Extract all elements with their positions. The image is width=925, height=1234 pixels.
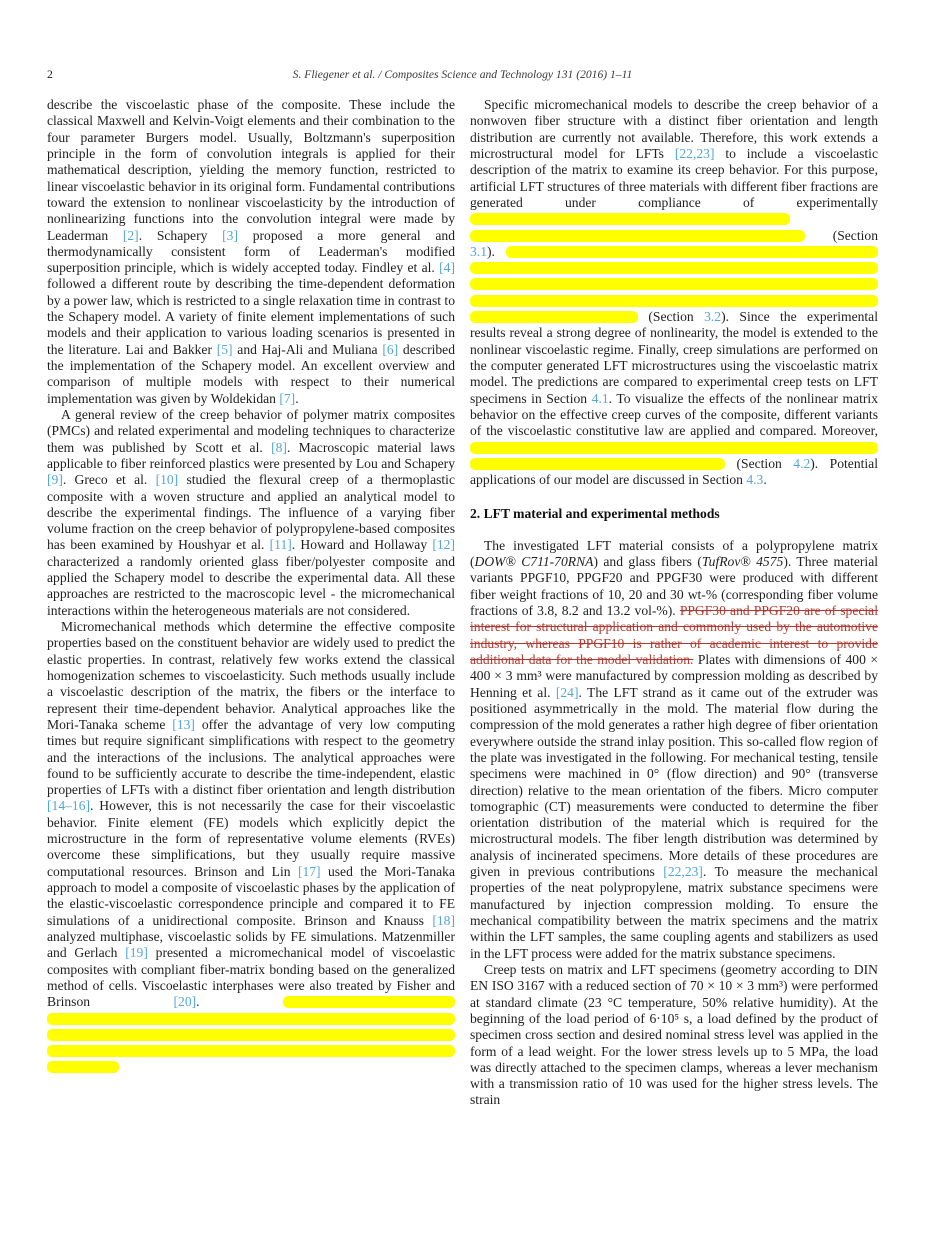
citation-link[interactable]: [5] <box>216 341 233 357</box>
body-text: . To measure the mechanical properties of the neat polypropylene, matrix substance specimens were manufactured by injection compression molding. To ensure the mechanical compatibility between the matrix specimens and the matrix within the LFT samples, the same coupling agents and stabilizers as used in the LFT process were added for the matrix substance specimens. <box>470 864 878 961</box>
body-text: . Macroscopic material laws applicable to fiber reinforced plastics were presented by Lou and Schapery <box>47 439 456 471</box>
strikethrough-deleted-text: PPGF30 and PPGF20 are of special interest for structural application and commonly used by the automotive industry, whereas PPGF10 is rather of academic interest to provide additional data for the model validation. <box>470 603 878 667</box>
body-text: . Greco et al. <box>62 472 156 488</box>
body-text: used the Mori-Tanaka approach to model a composite of viscoelastic phases by the application of the elastic-viscoelastic correspondence principle and compared it to FE simulations of a unidirectional composite. Brinson and Knauss <box>47 863 456 928</box>
body-text: presented a micromechanical model of viscoelastic composites with compliant fiber-matrix bonding based on the generalized method of cells. Viscoelastic interphases were also treated by Fisher and Brinson <box>47 945 455 1010</box>
body-text: ). Since the experimental results reveal a strong degree of nonlinearity, the model is extended to the nonlinear viscoelastic regime. Finally, creep simulations are performed on the computer generated LFT microstructures using the viscoelastic matrix model. The predictions are compared to experimental creep tests on LFT specimens in Section <box>470 309 878 406</box>
citation-link[interactable]: [11] <box>269 537 292 553</box>
body-text: . The LFT strand as it came out of the extruder was positioned asymmetrically in the mold. The material flow during the compression of the mold generates a rather high degree of fiber orientation everywhere outside the strand inlay position. This so-called flow region of the plate was investigated in the following. For mechanical testing, tensile specimens were machined in 0° (flow direction) and 90° (transverse direction) relative to the mean orientation of the fibers. Micro computer tomographic (CT) measurements were conducted to determine the fiber orientation distribution of the material which is required for the microstructural models. The fiber length distribution was determined by analysis of incinerated specimens. More details of these procedures are given in previous contributions <box>470 684 878 880</box>
citation-link[interactable]: [24] <box>555 684 579 700</box>
citation-link[interactable]: [22,23] <box>663 864 703 880</box>
highlight-redaction-bar <box>506 246 878 258</box>
highlight-redaction-bar <box>470 295 878 307</box>
highlight-redaction-bar <box>47 1013 455 1025</box>
body-text: to include a viscoelastic description of the matrix to examine its creep behavior. For this purpose, artificial LFT structures of three materials with different fiber fractions are generated under compliance of experimentally <box>470 145 878 210</box>
body-text: describe the viscoelastic phase of the composite. These include the classical Maxwell and Kelvin-Voigt elements and their combination to the four parameter Burgers model. Usually, Boltzmann's superposition principle in the form of convolution integrals is applied for their mathematical description, yielding the memory function, restricted to linear viscoelastic behavior in its original form. Fundamental contributions toward the extension to nonlinear viscoelasticity by the introduction of nonlinearizing functions into the convolution integral were made by Leaderman <box>47 97 455 243</box>
paragraph <box>47 619 455 1076</box>
highlight-redaction-bar <box>283 996 455 1008</box>
citation-link[interactable]: [2] <box>122 227 139 243</box>
citation-link[interactable]: 3.2 <box>704 309 722 325</box>
running-head: S. Fliegener et al. / Composites Science and Technology 131 (2016) 1–11 <box>292 68 633 81</box>
page-number: 2 <box>47 68 53 81</box>
two-column-body <box>47 97 878 1109</box>
body-text: offer the advantage of very low computing times but require significant simplifications with respect to the geometry and the interactions of the inclusions. The analytical approaches were found to be sufficiently accurate to describe the time-independent, elastic properties of LFTs with a distinct fiber orientation and length distribution <box>47 716 455 798</box>
body-text: studied the flexural creep of a thermoplastic composite with a woven structure and applied an analytical model to describe the experimental findings. The influence of a varying fiber volume fraction on the creep behavior of polypropylene-based composites has been examined by Houshyar et al. <box>47 472 455 553</box>
highlight-redaction-bar <box>470 278 878 290</box>
material-name-italic: TufRov® 4575 <box>701 554 784 570</box>
body-text: . <box>196 994 283 1010</box>
body-text: . However, this is not necessarily the case for their viscoelastic behavior. Finite element (FE) models which explicitly depict the microstructure in the form of representative volume elements (RVEs) overcome these simplifications, but they usually require massive computational resources. Brinson and Lin <box>47 798 455 879</box>
citation-link[interactable]: 4.1 <box>591 390 609 406</box>
highlight-redaction-bar <box>470 213 790 225</box>
body-text: followed a different route by describing the time-dependent deformation by a power law, which is restricted to a single relaxation time in contrast to the Schapery model. A variety of finite element implementations of such models and their application to various loading scenarios is presented in the literature. Lai and Bakker <box>47 276 455 357</box>
citation-link[interactable]: [3] <box>222 227 238 243</box>
citation-link[interactable]: [22,23] <box>674 145 715 161</box>
body-text: ). <box>487 243 506 259</box>
highlight-redaction-bar <box>470 442 878 454</box>
right-column <box>470 97 878 1109</box>
citation-link[interactable]: [19] <box>125 945 148 961</box>
paragraph <box>47 407 455 619</box>
highlight-redaction-bar <box>470 311 638 323</box>
citation-link[interactable]: [4] <box>439 260 455 276</box>
body-text: Specific micromechanical models to describe the creep behavior of a nonwoven fiber structure with a distinct fiber orientation and length distribution are currently not available. Therefore, this work extends a microstructural model for LFTs <box>470 97 878 161</box>
body-text: described the implementation of the Schapery model. An excellent overview and comparison of multiple models with respect to their numerical implementation was given by Woldekidan <box>47 341 456 406</box>
body-text: Plates with dimensions of 400 × 400 × 3 mm³ were manufactured by compression molding as described by Henning et al. <box>470 652 878 700</box>
highlight-redaction-bar <box>47 1045 455 1057</box>
body-text: . Schapery <box>138 227 223 243</box>
citation-link[interactable]: [13] <box>172 716 195 732</box>
material-name-italic: DOW® C711-70RNA <box>474 554 594 570</box>
citation-link[interactable]: [9] <box>47 472 63 488</box>
body-text: (Section <box>736 455 794 471</box>
body-text: (Section <box>648 309 705 325</box>
paragraph <box>47 97 455 407</box>
citation-link[interactable]: [10] <box>155 472 179 488</box>
body-text: A general review of the creep behavior of polymer matrix composites (PMCs) and related experimental and modeling techniques to characterize them was published by Scott et al. <box>47 406 455 455</box>
citation-link[interactable]: [17] <box>297 863 321 879</box>
section-heading: 2. LFT material and experimental methods <box>470 505 720 521</box>
body-text: The investigated LFT material consists of a polypropylene matrix ( <box>470 537 878 570</box>
left-column <box>47 97 455 1109</box>
body-text: ). Three material variants PPGF10, PPGF20 and PPGF30 were produced with different fiber weight fractions of 10, 20 and 30 wt-% (corresponding fiber volume fractions of 3.8, 8.2 and 13.2 vol-%). <box>470 554 879 619</box>
citation-link[interactable]: [6] <box>382 341 399 357</box>
body-text: (Section <box>832 227 878 243</box>
body-text: ). Potential applications of our model are discussed in Section <box>470 455 878 488</box>
body-text: . <box>763 472 767 488</box>
body-text: analyzed multiphase, viscoelastic solids by FE simulations. Matzenmiller and Gerlach <box>47 928 455 961</box>
paragraph <box>470 538 878 962</box>
citation-link[interactable]: [14–16] <box>47 798 91 814</box>
highlight-redaction-bar <box>47 1061 119 1073</box>
citation-link[interactable]: 4.2 <box>793 455 811 471</box>
citation-link[interactable]: [12] <box>432 537 455 553</box>
highlight-redaction-bar <box>470 230 805 242</box>
body-text: Micromechanical methods which determine the effective composite properties based on the constituent behavior are widely used to predict the elastic properties. In contrast, relatively few works extend the classical homogenization schemes to viscoelasticity. Such methods usually include a viscoelastic description of the matrix, the fibers or the interface to represent their time-dependent behavior. Analytical approaches like the Mori-Tanaka scheme <box>47 619 455 732</box>
citation-link[interactable]: [8] <box>271 439 287 455</box>
body-text: ) and glass fibers ( <box>593 554 702 570</box>
body-text: and Haj-Ali and Muliana <box>232 341 383 357</box>
highlight-redaction-bar <box>47 1029 455 1041</box>
citation-link[interactable]: 3.1 <box>470 243 487 259</box>
paragraph <box>470 97 878 489</box>
body-text: Creep tests on matrix and LFT specimens (geometry according to DIN EN ISO 3167 with a reduced section of 70 × 10 × 3 mm³) were performed at standard climate (23 °C temperature, 50% relative humidity). At the beginning of the load period of 6·10⁵ s, a load defined by the product of specimen cross section and desired nominal stress level was applied in the form of a lead weight. For the lower stress levels up to 5 MPa, the load was directly attached to the specimen clamps, whereas a lever mechanism with a transmission ratio of 10 was used for the higher stress levels. The strain <box>470 961 878 1108</box>
body-text: proposed a more general and thermodynamically consistent form of Leaderman's modified superposition principle, which is widely accepted today. Findley et al. <box>47 227 456 276</box>
body-text: . Howard and Hollaway <box>291 537 433 553</box>
citation-link[interactable]: [20] <box>173 994 197 1010</box>
body-text: characterized a randomly oriented glass fiber/polyester composite and applied the Schapery model to describe the experimental data. All these approaches are restricted to the macroscopic level - the micromechanical interactions within the heterogeneous materials are not considered. <box>47 553 455 618</box>
body-text: . <box>295 390 299 406</box>
page-header <box>47 68 878 84</box>
citation-link[interactable]: [7] <box>279 390 296 406</box>
body-text: . To visualize the effects of the nonlinear matrix behavior on the effective creep curves of the composite, different variants of the viscoelastic constitutive law are applied and compared. Moreover, <box>470 390 879 439</box>
citation-link[interactable]: 4.3 <box>746 472 764 488</box>
highlight-redaction-bar <box>470 262 878 274</box>
paragraph <box>470 962 878 1109</box>
citation-link[interactable]: [18] <box>432 912 455 928</box>
highlight-redaction-bar <box>470 458 725 470</box>
